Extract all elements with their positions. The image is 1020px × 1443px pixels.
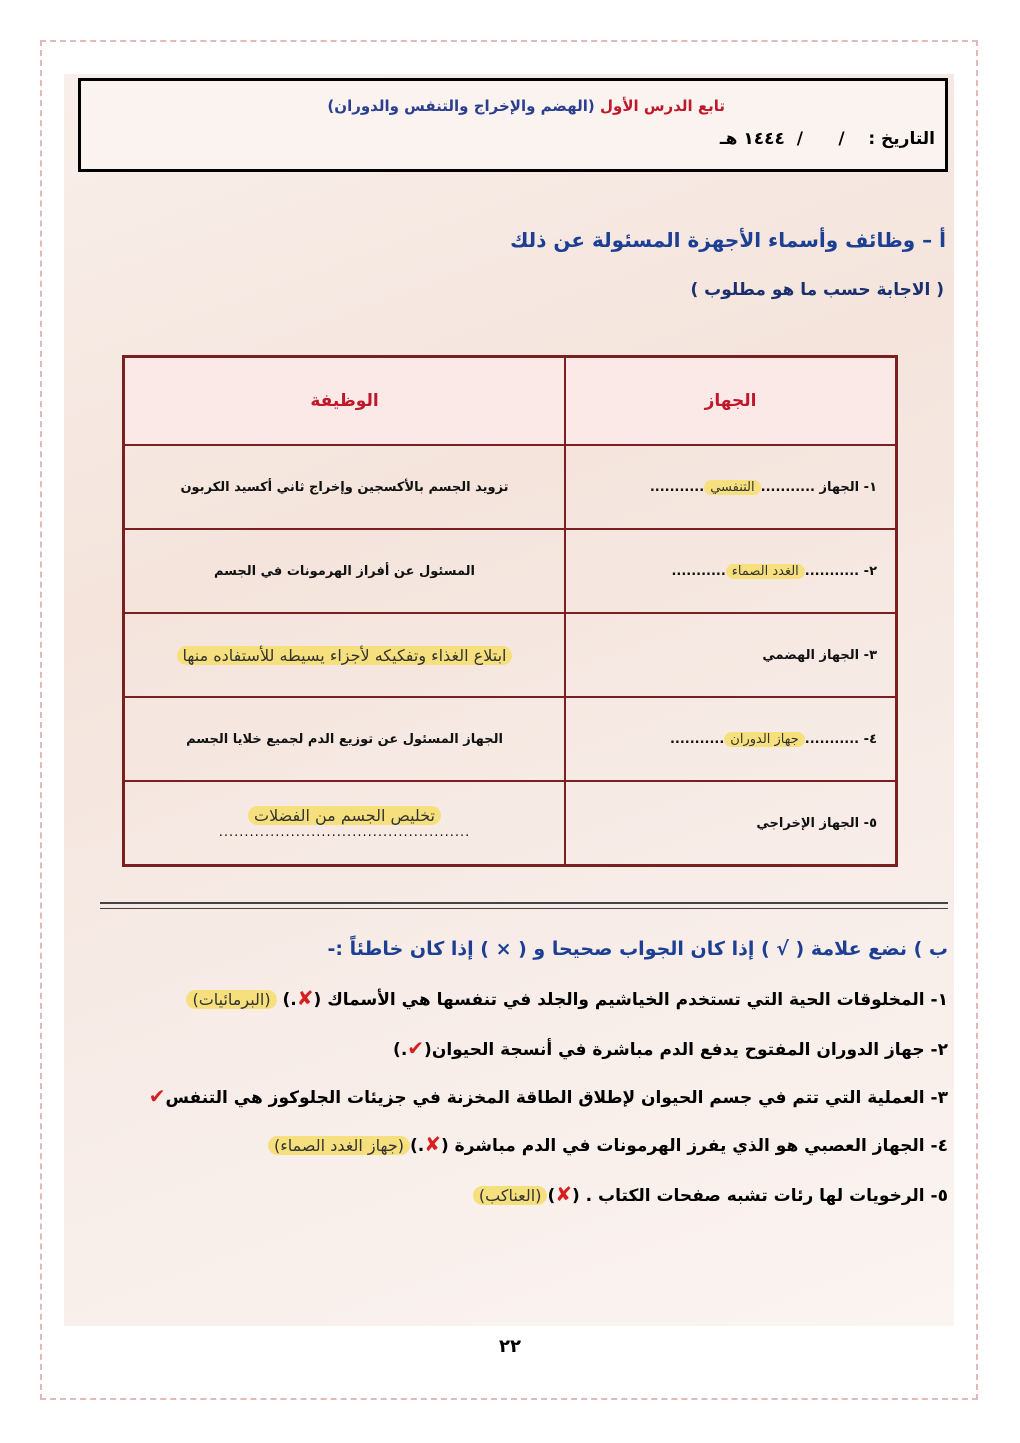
device-dots: ........... — [649, 479, 705, 495]
question-text: ٥- الرخويات لها رئات تشبه صفحات الكتاب . ( — [571, 1186, 948, 1206]
table-header-row — [124, 357, 897, 446]
device-dots: ........... — [669, 731, 725, 747]
function-cell — [124, 781, 566, 866]
device-dots: ........... — [804, 731, 860, 747]
lesson-title — [327, 97, 725, 115]
table-row — [124, 445, 897, 529]
x-mark-icon: ✘ — [555, 1182, 572, 1206]
question-2 — [393, 1036, 948, 1060]
device-answer: جهاز الدوران — [724, 732, 805, 747]
x-mark-icon: ✘ — [424, 1132, 441, 1156]
device-dots: ........... — [760, 479, 815, 495]
device-cell: ٥- الجهاز الإخراجي — [565, 781, 897, 866]
function-cell: الجهاز المسئول عن توزيع الدم لجميع خلايا الجسم — [124, 697, 566, 781]
question-3 — [149, 1084, 948, 1108]
lesson-header — [78, 78, 948, 172]
table-row — [124, 781, 897, 866]
correction-answer: (جهاز الغدد الصماء) — [268, 1136, 410, 1155]
table-row — [124, 613, 897, 697]
check-mark-icon: ✔ — [407, 1036, 425, 1060]
correction-answer: (البرمائيات) — [186, 990, 276, 1009]
page-number: ٢٢ — [499, 1336, 521, 1357]
correction-answer: (العناكب) — [473, 1186, 548, 1205]
function-cell: تزويد الجسم بالأكسجين وإخراج ثاني أكسيد الكربون — [124, 445, 566, 529]
question-text: ٢- جهاز الدوران المفتوح يدفع الدم مباشرة في أنسجة الحيوان( — [424, 1040, 948, 1060]
question-close: .) — [393, 1040, 408, 1060]
functions-table — [122, 355, 898, 867]
device-dots: ........... — [804, 563, 860, 579]
question-text: ٤- الجهاز العصبي هو الذي يفرز الهرمونات في الدم مباشرة ( — [440, 1136, 948, 1156]
header-device: الجهاز — [565, 357, 897, 446]
section-a-instruction: ( الاجابة حسب ما هو مطلوب ) — [690, 280, 944, 300]
function-answer: ابتلاع الغذاء وتفكيكه لأجزاء يسيطه للأستفاده منها — [177, 646, 513, 665]
function-answer: تخليص الجسم من الفضلات — [248, 806, 441, 825]
device-prefix: ٢- — [863, 563, 877, 579]
section-a-title: أ – وظائف وأسماء الأجهزة المسئولة عن ذلك — [510, 228, 946, 252]
device-cell — [565, 529, 897, 613]
device-dots: ........... — [671, 563, 726, 579]
question-close: .) — [409, 1136, 425, 1156]
question-5 — [473, 1182, 948, 1206]
table-row — [124, 529, 897, 613]
device-cell — [565, 697, 897, 781]
question-1 — [186, 986, 948, 1010]
question-text: ١- المخلوقات الحية التي تستخدم الخياشيم والجلد في تنفسها هي الأسماك ( — [313, 990, 948, 1010]
lesson-prefix: تابع الدرس الأول — [599, 97, 725, 115]
device-answer: التنفسي — [704, 480, 760, 495]
function-cell: المسئول عن أفراز الهرمونات في الجسم — [124, 529, 566, 613]
question-close: ) — [547, 1186, 556, 1206]
function-dots: ................................................. — [218, 825, 471, 840]
function-cell — [124, 613, 566, 697]
device-prefix: ٤- — [863, 731, 877, 747]
device-cell: ٣- الجهاز الهضمي — [565, 613, 897, 697]
divider — [100, 902, 948, 904]
table-row — [124, 697, 897, 781]
question-close: .) — [282, 990, 297, 1010]
divider — [100, 908, 948, 909]
check-mark-icon: ✔ — [148, 1084, 166, 1108]
lesson-topic: (الهضم والإخراج والتنفس والدوران) — [327, 97, 595, 115]
device-cell — [565, 445, 897, 529]
section-b-title: ب ) نضع علامة ( √ ) إذا كان الجواب صحيحا و ( × ) إذا كان خاطئاً :- — [327, 938, 948, 960]
question-text: ٣- العملية التي تتم في جسم الحيوان لإطلاق الطاقة المخزنة في جزيئات الجلوكوز هي التنفس — [165, 1088, 948, 1108]
x-mark-icon: ✘ — [296, 986, 314, 1010]
date-line: التاريخ : / / ١٤٤٤ هـ — [719, 129, 935, 149]
question-4 — [268, 1132, 948, 1156]
device-answer: الغدد الصماء — [726, 564, 805, 579]
device-prefix: ١- الجهاز — [819, 479, 877, 495]
header-function: الوظيفة — [124, 357, 566, 446]
